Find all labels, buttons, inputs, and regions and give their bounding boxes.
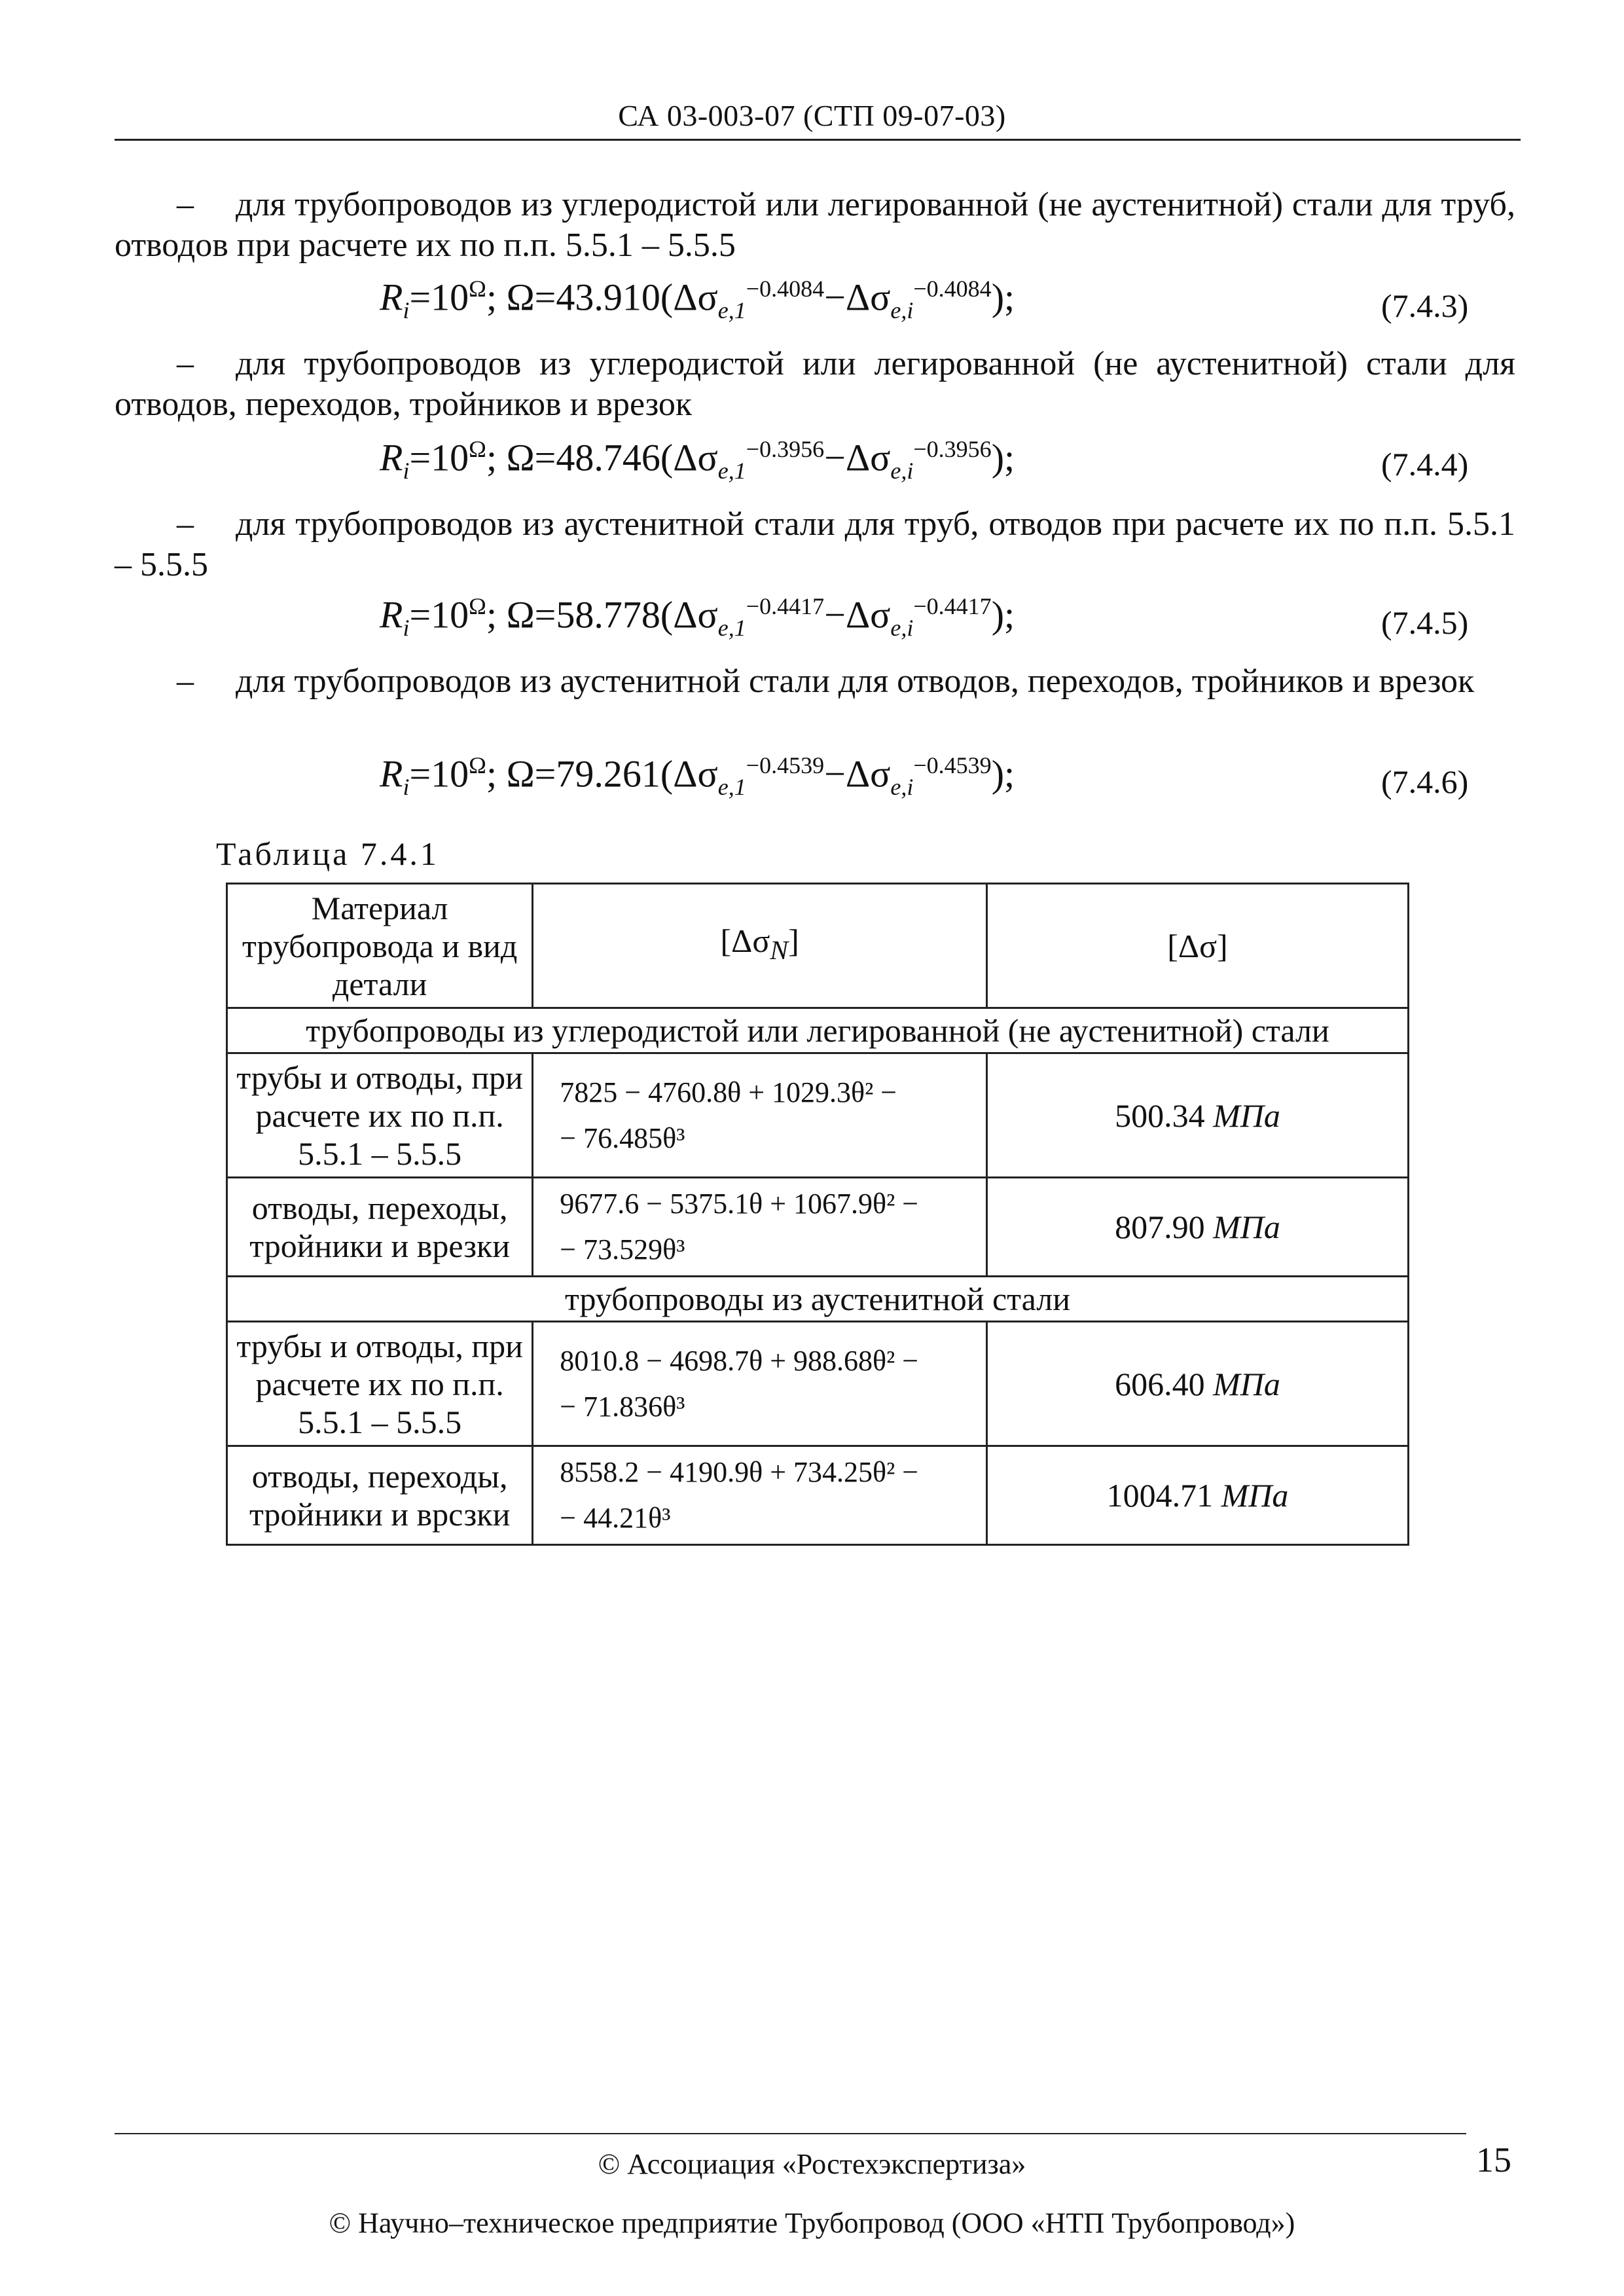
value-cell: 500.34 МПа: [987, 1053, 1409, 1178]
formula-cell: 9677.6 − 5375.1θ + 1067.9θ² − − 73.529θ³: [533, 1178, 987, 1277]
table-header-row: [227, 884, 1409, 1008]
equation-number: (7.4.3): [1381, 287, 1469, 324]
list-dash: –: [177, 505, 194, 543]
footer-rule: [115, 2133, 1466, 2134]
equation-number: (7.4.4): [1381, 446, 1469, 483]
value-cell: 807.90 МПа: [987, 1178, 1409, 1277]
list-dash: –: [177, 663, 194, 700]
data-table: [226, 883, 1409, 1546]
table-group-row: [227, 1277, 1409, 1322]
table-caption: Таблица 7.4.1: [216, 835, 439, 872]
part-cell: трубы и отводы, при расчете их по п.п. 5.5.1 – 5.5.5: [227, 1322, 533, 1446]
equation-number: (7.4.6): [1381, 763, 1469, 800]
footer-copyright-2: © Научно–техническое предприятие Трубопровод (ООО «НТП Трубопровод»): [329, 2207, 1295, 2239]
table-group-row: [227, 1008, 1409, 1053]
table-header-cell: Материал трубопровода и вид детали: [227, 884, 533, 1008]
paragraph-text: для трубопроводов из углеродистой или легированной (не аустенитной) стали для труб, отводов при расчете их по п.п. 5.5.1 – 5.5.5: [115, 186, 1515, 264]
formula-7-4-3: $R_i=10^\Omega$; $\Omega=43.910(\Delta\sigma_{e,1}^{-0.4084}-\Delta\sigma_{e,i}^{-0.4084})$;: [380, 276, 1015, 323]
list-dash: –: [177, 345, 194, 382]
formula-7-4-4: $R_i=10^\Omega$; $\Omega=48.746(\Delta\sigma_{e,1}^{-0.3956}-\Delta\sigma_{e,i}^{-0.3956})$;: [380, 436, 1015, 484]
table-row: [227, 1322, 1409, 1446]
value-cell: 606.40 МПа: [987, 1322, 1409, 1446]
formula-cell: 8010.8 − 4698.7θ + 988.68θ² − − 71.836θ³: [533, 1322, 987, 1446]
equation-number: (7.4.5): [1381, 604, 1469, 641]
group-title: трубопроводы из углеродистой или легированной (не аустенитной) стали: [227, 1008, 1409, 1053]
part-cell: отводы, переходы, тройники и врезки: [227, 1178, 533, 1277]
table-row: [227, 1178, 1409, 1277]
header-rule: [115, 139, 1521, 141]
part-cell: трубы и отводы, при расчете их по п.п. 5.5.1 – 5.5.5: [227, 1053, 533, 1178]
paragraph-2: [115, 344, 1515, 425]
table-header-cell: [Δσ]: [987, 884, 1409, 1008]
paragraph-text: для трубопроводов из аустенитной стали для отводов, переходов, тройников и врезок: [236, 663, 1475, 700]
formula-cell: 7825 − 4760.8θ + 1029.3θ² − − 76.485θ³: [533, 1053, 987, 1178]
footer-copyright-1: © Ассоциация «Ростехэкспертиза»: [598, 2148, 1026, 2180]
table-header-cell: $[\Delta\sigma_N]$: [533, 884, 987, 1008]
formula-7-4-6: $R_i=10^\Omega$; $\Omega=79.261(\Delta\sigma_{e,1}^{-0.4539}-\Delta\sigma_{e,i}^{-0.4539})$;: [380, 752, 1015, 800]
formula-7-4-5: $R_i=10^\Omega$; $\Omega=58.778(\Delta\sigma_{e,1}^{-0.4417}-\Delta\sigma_{e,i}^{-0.4417})$;: [380, 593, 1015, 641]
part-cell: отводы, переходы, тройники и врсзки: [227, 1446, 533, 1545]
group-title: трубопроводы из аустенитной стали: [227, 1277, 1409, 1322]
page-number: 15: [1476, 2140, 1511, 2179]
paragraph-text: для трубопроводов из углеродистой или легированной (не аустенитной) стали для отводов, переходов, тройников и врезок: [115, 345, 1515, 423]
paragraph-3: [115, 504, 1515, 585]
paragraph-4: [115, 661, 1515, 702]
table-row: [227, 1053, 1409, 1178]
formula-cell: 8558.2 − 4190.9θ + 734.25θ² − − 44.21θ³: [533, 1446, 987, 1545]
value-cell: 1004.71 МПа: [987, 1446, 1409, 1545]
document-header: СА 03-003-07 (СТП 09-07-03): [618, 99, 1006, 132]
table-row: [227, 1446, 1409, 1545]
paragraph-text: для трубопроводов из аустенитной стали для труб, отводов при расчете их по п.п. 5.5.1 – 5.5.5: [115, 505, 1515, 583]
list-dash: –: [177, 186, 194, 223]
paragraph-1: [115, 185, 1515, 266]
